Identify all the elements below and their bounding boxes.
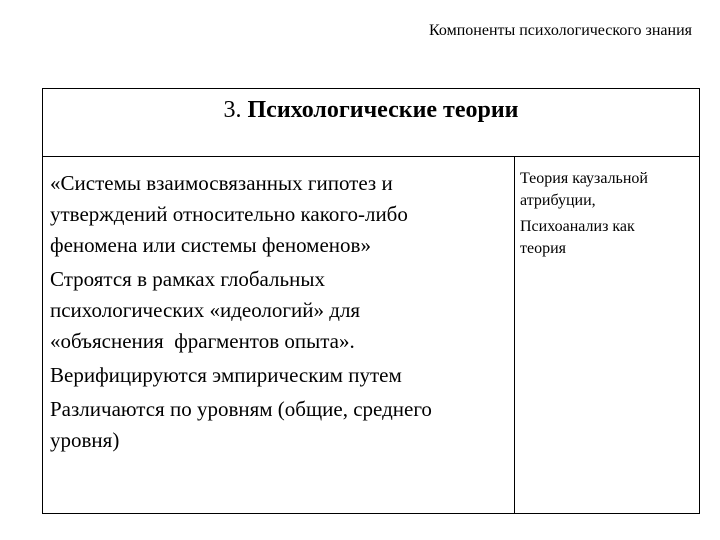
text-line: психологических «идеологий» для bbox=[50, 298, 361, 322]
text-line: «объяснения фрагментов опыта». bbox=[50, 329, 355, 353]
theory-table bbox=[42, 88, 700, 514]
section-heading-text: Психологические теории bbox=[247, 97, 519, 123]
text-line: Психоанализ как bbox=[520, 218, 635, 235]
text-line: «Системы взаимосвязанных гипотез и bbox=[50, 171, 393, 195]
built-paragraph bbox=[50, 264, 510, 357]
text-line: утверждений относительно какого-либо bbox=[50, 202, 408, 226]
text-line: Верифицируются эмпирическим путем bbox=[50, 363, 402, 387]
text-line: атрибуции, bbox=[520, 192, 596, 209]
text-line: Различаются по уровням (общие, среднего bbox=[50, 397, 432, 421]
text-line: уровня) bbox=[50, 428, 120, 452]
example-paragraph bbox=[520, 168, 696, 212]
verified-paragraph bbox=[50, 360, 510, 391]
text-line: теория bbox=[520, 240, 567, 257]
text-line: Теория каузальной bbox=[520, 170, 648, 187]
levels-paragraph bbox=[50, 394, 510, 456]
text-line: Строятся в рамках глобальных bbox=[50, 267, 325, 291]
examples-cell bbox=[520, 168, 696, 264]
section-number: 3. bbox=[223, 97, 242, 123]
definition-paragraph bbox=[50, 168, 510, 261]
table-header-cell bbox=[43, 89, 699, 157]
definition-cell bbox=[50, 168, 510, 459]
slide-title: Компоненты психологического знания bbox=[429, 22, 692, 39]
text-line: феномена или системы феноменов» bbox=[50, 233, 371, 257]
example-paragraph bbox=[520, 216, 696, 260]
column-divider bbox=[514, 157, 515, 513]
section-heading bbox=[43, 97, 699, 124]
